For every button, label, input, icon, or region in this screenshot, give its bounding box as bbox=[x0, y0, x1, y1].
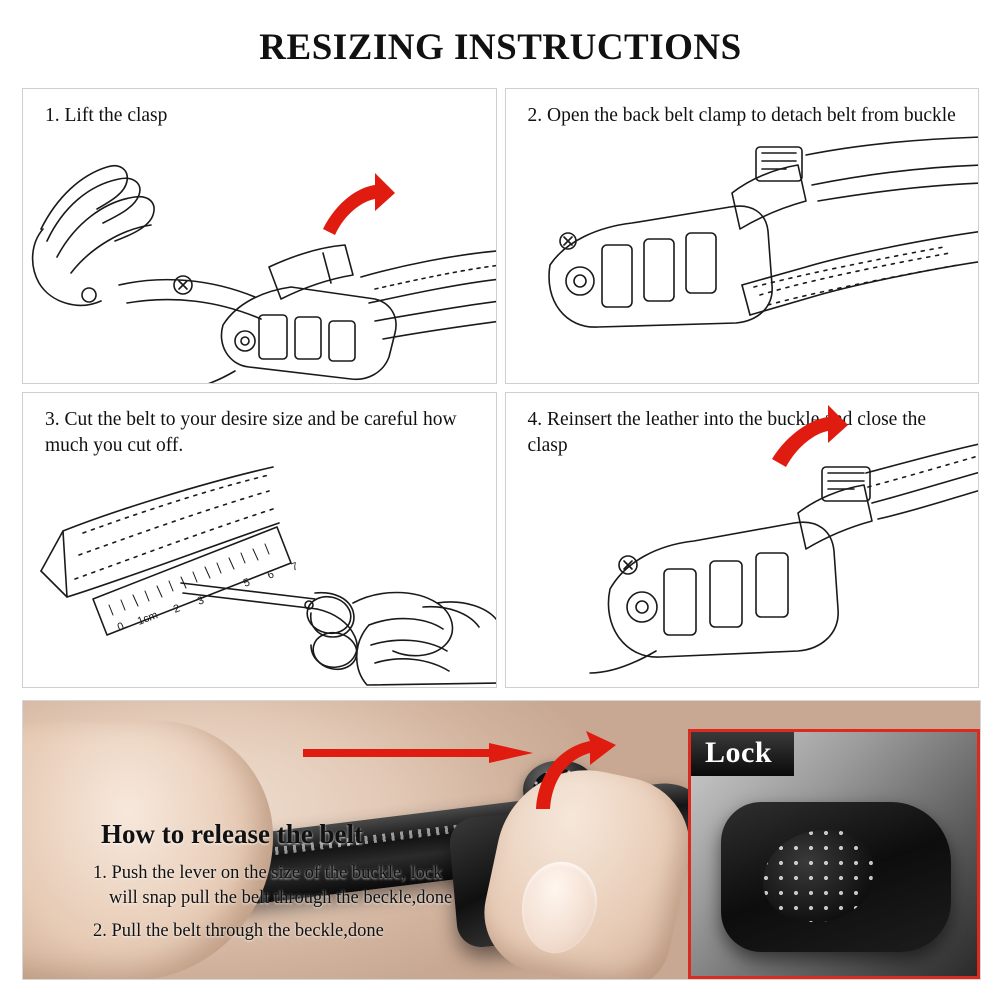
svg-text:1cm: 1cm bbox=[135, 609, 160, 628]
release-instruction-1-line2: will snap pull the belt through the beckle,done bbox=[109, 888, 453, 908]
svg-text:7: 7 bbox=[289, 560, 300, 574]
push-arrow bbox=[303, 743, 533, 763]
lock-textured-pad bbox=[763, 830, 873, 922]
release-belt-panel bbox=[22, 700, 981, 980]
step-1-text: Lift the clasp bbox=[64, 105, 168, 126]
lock-buckle-closeup bbox=[721, 802, 951, 952]
step-3-number: 3. bbox=[45, 409, 60, 430]
release-instruction-1 bbox=[93, 861, 573, 911]
step-panel-2 bbox=[505, 88, 980, 384]
lock-label: Lock bbox=[691, 732, 794, 776]
step-1-number: 1. bbox=[45, 105, 60, 126]
step-panel-3 bbox=[22, 392, 497, 688]
step-2-illustration bbox=[506, 89, 979, 383]
step-2-text: Open the back belt clamp to detach belt from buckle bbox=[547, 105, 956, 126]
svg-text:6: 6 bbox=[265, 568, 276, 582]
step-4-text: Reinsert the leather into the buckle and close the clasp bbox=[527, 409, 927, 456]
step-4-arrow bbox=[772, 405, 848, 467]
release-instruction-2 bbox=[93, 919, 573, 944]
steps-grid bbox=[22, 88, 979, 688]
svg-text:5: 5 bbox=[241, 576, 252, 590]
step-1-arrow bbox=[323, 173, 395, 235]
step-1-illustration bbox=[23, 89, 496, 383]
release-instruction-1-number: 1. bbox=[93, 863, 107, 883]
release-instruction-1-line1: Push the lever on the size of the buckle, lock bbox=[111, 863, 443, 883]
release-instruction-2-line1: Pull the belt through the beckle,done bbox=[111, 921, 384, 941]
svg-text:3: 3 bbox=[195, 594, 206, 608]
svg-text:2: 2 bbox=[171, 602, 182, 616]
lever-arrow bbox=[528, 731, 618, 811]
step-3-illustration bbox=[23, 393, 496, 687]
release-heading: How to release the belt bbox=[101, 819, 363, 849]
lock-inset-panel bbox=[688, 729, 980, 979]
step-4-illustration bbox=[506, 393, 979, 687]
step-4-number: 4. bbox=[527, 409, 543, 430]
step-3-text: Cut the belt to your desire size and be careful how much you cut off. bbox=[45, 409, 457, 456]
step-panel-4 bbox=[505, 392, 980, 688]
release-instruction-2-number: 2. bbox=[93, 921, 107, 941]
svg-text:0: 0 bbox=[115, 620, 126, 634]
page-title: RESIZING INSTRUCTIONS bbox=[259, 27, 742, 68]
release-instructions bbox=[93, 861, 573, 944]
step-panel-1 bbox=[22, 88, 497, 384]
step-2-number: 2. bbox=[527, 105, 543, 126]
